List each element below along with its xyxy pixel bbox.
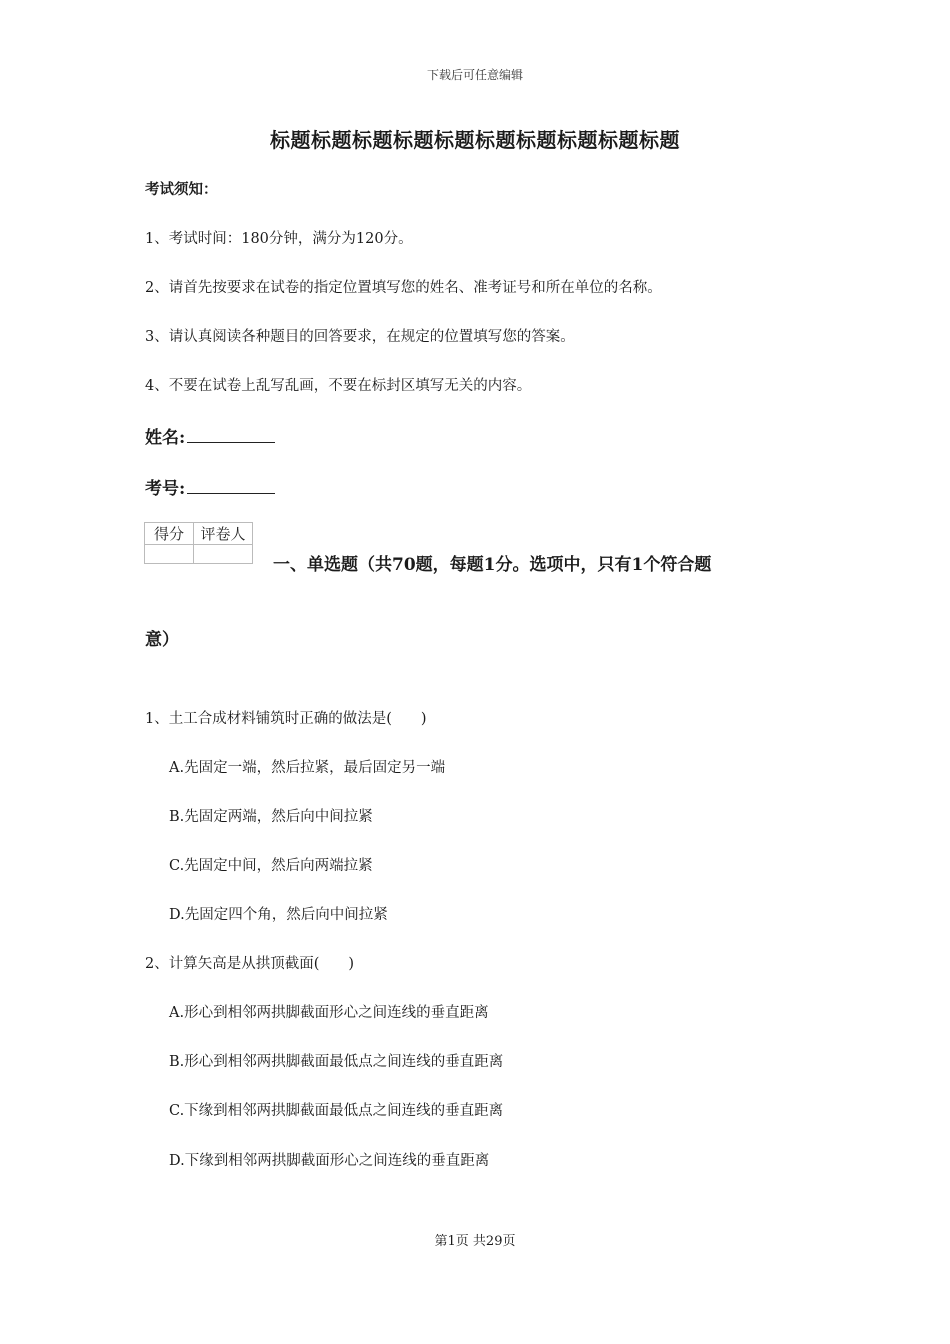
question-stem: 2、计算矢高是从拱顶截面( ): [145, 956, 355, 972]
option-c: C.下缘到相邻两拱脚截面最低点之间连线的垂直距离: [169, 1103, 504, 1119]
id-label: 考号:: [145, 479, 186, 499]
score-table: [144, 522, 253, 564]
id-field: [145, 474, 275, 499]
id-blank[interactable]: [187, 476, 275, 494]
option-a: A.先固定一端，然后拉紧，最后固定另一端: [169, 760, 446, 776]
score-header: 得分: [145, 523, 194, 545]
rule-item: 3、请认真阅读各种题目的回答要求，在规定的位置填写您的答案。: [145, 329, 575, 345]
option-d: D.先固定四个角，然后向中间拉紧: [169, 907, 388, 923]
name-label: 姓名:: [145, 428, 186, 448]
rule-item: 2、请首先按要求在试卷的指定位置填写您的姓名、准考证号和所在单位的名称。: [145, 280, 662, 296]
option-b: B.形心到相邻两拱脚截面最低点之间连线的垂直距离: [169, 1054, 504, 1070]
option-d: D.下缘到相邻两拱脚截面形心之间连线的垂直距离: [169, 1153, 490, 1169]
grader-header: 评卷人: [194, 523, 253, 545]
name-field: [145, 423, 275, 448]
option-a: A.形心到相邻两拱脚截面形心之间连线的垂直距离: [169, 1005, 489, 1021]
page-number: 第1页 共29页: [434, 1234, 516, 1249]
name-blank[interactable]: [187, 425, 275, 443]
page-title: 标题标题标题标题标题标题标题标题标题标题: [270, 128, 680, 152]
option-b: B.先固定两端，然后向中间拉紧: [169, 809, 373, 825]
notice-heading: 考试须知：: [145, 181, 218, 198]
score-cell[interactable]: [145, 545, 194, 564]
option-c: C.先固定中间，然后向两端拉紧: [169, 858, 373, 874]
grader-cell[interactable]: [194, 545, 253, 564]
rule-item: 4、不要在试卷上乱写乱画，不要在标封区填写无关的内容。: [145, 378, 532, 394]
rule-item: 1、考试时间：180分钟，满分为120分。: [145, 231, 413, 247]
section-title-cont: 意）: [145, 630, 179, 650]
section-title: 一、单选题（共70题，每题1分。选项中，只有1个符合题: [273, 555, 712, 575]
question-stem: 1、土工合成材料铺筑时正确的做法是( ): [145, 711, 427, 727]
download-note: 下载后可任意编辑: [426, 68, 523, 82]
